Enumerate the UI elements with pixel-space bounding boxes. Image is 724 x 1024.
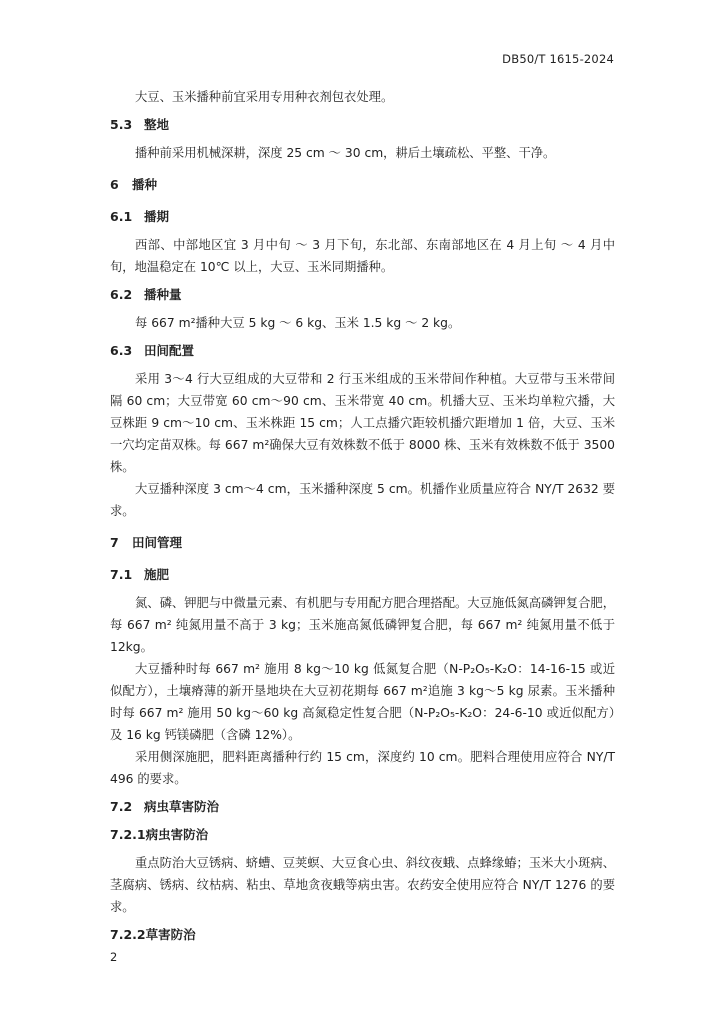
heading-number: 7.2.2	[110, 927, 146, 942]
heading-7-1	[110, 564, 615, 586]
heading-6-1	[110, 206, 615, 228]
heading-title: 播种	[132, 177, 158, 192]
heading-number: 7	[110, 535, 119, 550]
document-code: DB50/T 1615-2024	[502, 52, 614, 66]
paragraph-sowing-rate: 每 667 m²播种大豆 5 kg ～ 6 kg、玉米 1.5 kg ～ 2 kg。	[135, 316, 461, 330]
document-body	[110, 86, 615, 946]
heading-title: 施肥	[144, 567, 170, 582]
paragraph-seed-coating: 大豆、玉米播种前宜采用专用种衣剂包衣处理。	[135, 90, 394, 104]
heading-6-3	[110, 340, 615, 362]
heading-number: 6.2	[110, 287, 133, 302]
heading-title: 病虫草害防治	[144, 799, 220, 814]
heading-7-2	[110, 796, 615, 818]
page-number: 2	[110, 950, 118, 964]
heading-title: 病虫害防治	[145, 827, 209, 842]
heading-title: 草害防治	[145, 927, 196, 942]
paragraph-fertilizer-rates: 大豆播种时每 667 m² 施用 8 kg～10 kg 低氮复合肥（N-P₂O₅-K₂O：14-16-15 或近似配方），土壤瘠薄的新开垦地块在大豆初花期每 667 m²追施 3 kg～5 kg 尿素。玉米播种时每 667 m² 施用 50 kg～60 kg 高氮稳定性复合肥（N-P₂O₅-K₂O：24-6-10 或近似配方）及 16 kg 钙镁磷肥（含磷 12%）。	[110, 662, 615, 742]
heading-number: 6.3	[110, 343, 133, 358]
heading-7	[110, 532, 615, 554]
heading-title: 播期	[144, 209, 170, 224]
heading-number: 7.1	[110, 567, 133, 582]
paragraph-fertilizer-mix: 氮、磷、钾肥与中微量元素、有机肥与专用配方肥合理搭配。大豆施低氮高磷钾复合肥，每 667 m² 纯氮用量不高于 3 kg；玉米施高氮低磷钾复合肥，每 667 m² 纯氮用量不低于 12kg。	[110, 596, 615, 654]
paragraph-sowing-date: 西部、中部地区宜 3 月中旬 ～ 3 月下旬，东北部、东南部地区在 4 月上旬 ～ 4 月中旬，地温稳定在 10℃ 以上，大豆、玉米同期播种。	[110, 238, 615, 274]
paragraph-sowing-depth: 大豆播种深度 3 cm～4 cm，玉米播种深度 5 cm。机播作业质量应符合 NY/T 2632 要求。	[110, 482, 615, 518]
heading-6-2	[110, 284, 615, 306]
heading-7-2-1	[110, 824, 615, 846]
paragraph-side-deep-fertilizing: 采用侧深施肥，肥料距离播种行约 15 cm，深度约 10 cm。肥料合理使用应符合 NY/T 496 的要求。	[110, 750, 615, 786]
paragraph-pest-control: 重点防治大豆锈病、蛴螬、豆荚螟、大豆食心虫、斜纹夜蛾、点蜂缘蝽；玉米大小斑病、茎腐病、锈病、纹枯病、粘虫、草地贪夜蛾等病虫害。农药安全使用应符合 NY/T 1276 的要求。	[110, 856, 615, 914]
heading-number: 7.2.1	[110, 827, 146, 842]
heading-number: 6.1	[110, 209, 133, 224]
heading-number: 5.3	[110, 117, 133, 132]
heading-6	[110, 174, 615, 196]
heading-number: 6	[110, 177, 119, 192]
paragraph-field-layout: 采用 3～4 行大豆组成的大豆带和 2 行玉米组成的玉米带间作种植。大豆带与玉米带间隔 60 cm；大豆带宽 60 cm～90 cm、玉米带宽 40 cm。机播大豆、玉米均单粒穴播，大豆株距 9 cm～10 cm、玉米株距 15 cm；人工点播穴距较机播穴距增加 1 倍，大豆、玉米一穴均定苗双株。每 667 m²确保大豆有效株数不低于 8000 株、玉米有效株数不低于 3500 株。	[110, 372, 615, 474]
paragraph-land-prep: 播种前采用机械深耕，深度 25 cm ～ 30 cm，耕后土壤疏松、平整、干净。	[135, 146, 556, 160]
heading-number: 7.2	[110, 799, 133, 814]
heading-title: 田间配置	[144, 343, 195, 358]
heading-title: 播种量	[144, 287, 182, 302]
heading-7-2-2	[110, 924, 615, 946]
heading-5-3	[110, 114, 615, 136]
heading-title: 整地	[144, 117, 170, 132]
heading-title: 田间管理	[132, 535, 183, 550]
